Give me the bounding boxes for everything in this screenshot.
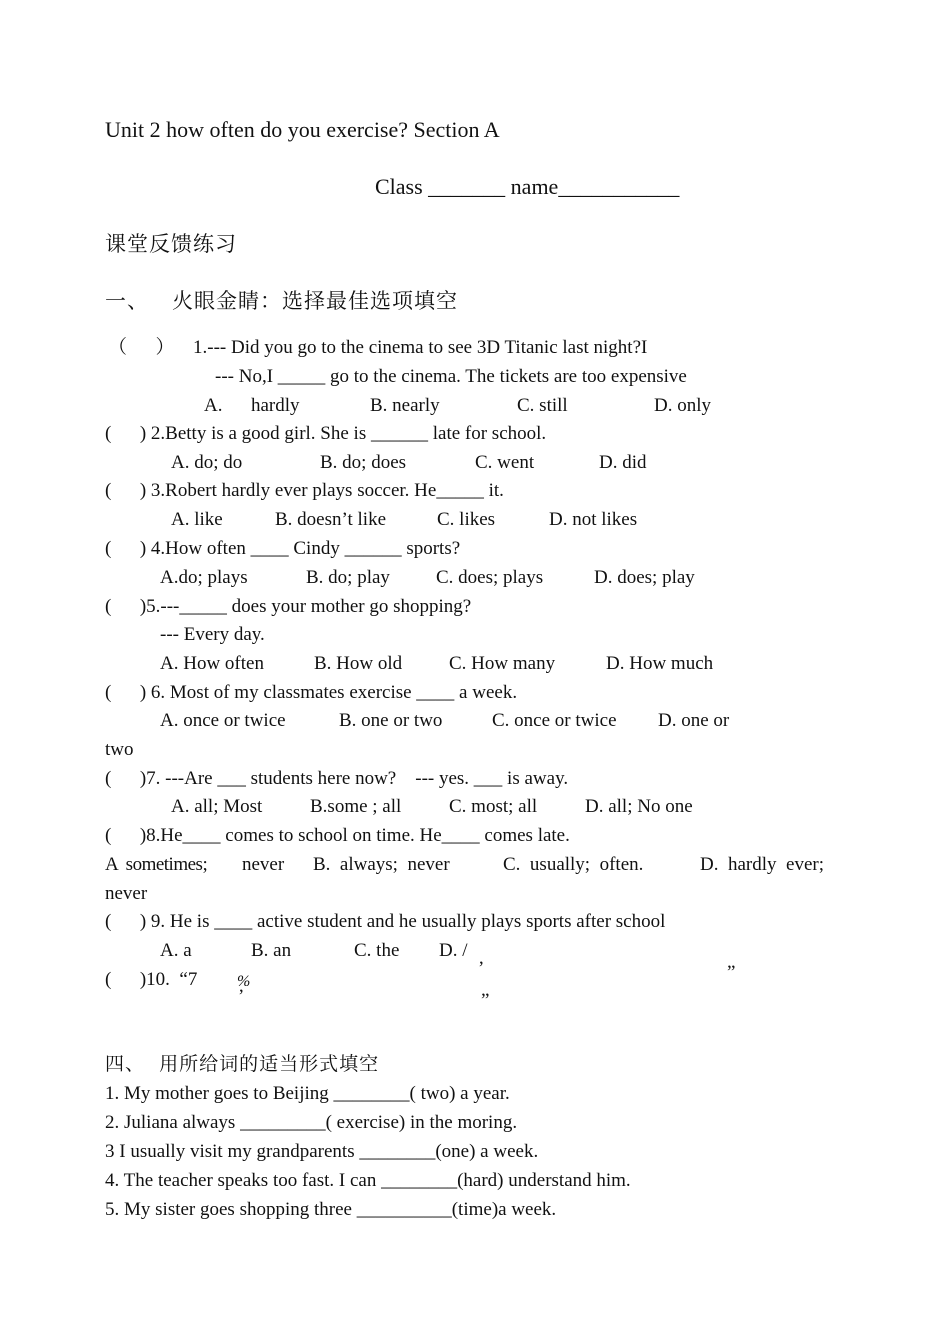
q5-stem: ( )5.---_____ does your mother go shopping? [105, 596, 472, 617]
q2-option-d: D. did [599, 452, 647, 473]
q8-stem: ( )8.He____ comes to school on time. He____ comes late. [105, 825, 570, 846]
q1-option-d: D. only [654, 395, 711, 416]
q4-option-d: D. does; play [594, 567, 695, 588]
q8-option-a: A sometimes; [105, 854, 208, 875]
q10-mark-percent: % [237, 973, 251, 990]
q4-option-a: A.do; plays [160, 567, 248, 588]
q3-option-a: A. like [171, 509, 223, 530]
q3-option-c: C. likes [437, 509, 496, 530]
s4-item-5: 5. My sister goes shopping three __________(time)a week. [105, 1199, 557, 1220]
q4-option-b: B. do; play [306, 567, 390, 588]
q1-option-a: A. hardly [204, 395, 300, 416]
q10-stem: ( )10. “7 [105, 969, 198, 990]
class-name-line: Class _______ name___________ [375, 174, 680, 199]
q2-stem: ( ) 2.Betty is a good girl. She is ______ late for school. [105, 423, 547, 444]
q6-option-a: A. once or twice [160, 710, 286, 731]
q1-option-b: B. nearly [370, 395, 440, 416]
q5-stem-2: --- Every day. [160, 624, 265, 645]
q3-option-b: B. doesn’t like [275, 509, 387, 530]
q1-bracket: （ ） [108, 337, 175, 358]
q7-option-a: A. all; Most [171, 796, 263, 817]
q7-stem: ( )7. ---Are ___ students here now? --- yes. ___ is away. [105, 768, 569, 789]
section-1-heading: 一、 火眼金睛：选择最佳选项填空 [105, 289, 459, 313]
q7-option-d: D. all; No one [585, 796, 693, 817]
q5-option-d: D. How much [606, 653, 714, 674]
q10-mark-quote-2: ” [481, 990, 490, 1011]
q9-option-d: D. / [439, 940, 468, 961]
q3-option-d: D. not likes [549, 509, 638, 530]
q9-option-a: A. a [160, 940, 192, 961]
section-4-heading: 四、 用所给词的适当形式填空 [105, 1053, 380, 1075]
q4-stem: ( ) 4.How often ____ Cindy ______ sports? [105, 538, 461, 559]
q9-stem: ( ) 9. He is ____ active student and he usually plays sports after school [105, 911, 666, 932]
q3-stem: ( ) 3.Robert hardly ever plays soccer. He_____ it. [105, 480, 504, 501]
q8-option-a-2: never [242, 854, 285, 875]
q6-option-c: C. once or twice [492, 710, 617, 731]
q6-option-d: D. one or [658, 710, 730, 731]
q5-option-b: B. How old [314, 653, 403, 674]
q2-option-b: B. do; does [320, 452, 407, 473]
q6-option-b: B. one or two [339, 710, 443, 731]
q1-stem-2: --- No,I _____ go to the cinema. The tickets are too expensive [215, 366, 687, 387]
q4-option-c: C. does; plays [436, 567, 544, 588]
q8-option-b: B. always; never [313, 854, 450, 875]
s4-item-2: 2. Juliana always _________( exercise) in the moring. [105, 1112, 518, 1133]
page-title: Unit 2 how often do you exercise? Section A [105, 117, 500, 142]
q7-option-b: B.some ; all [310, 796, 402, 817]
q9-option-c: C. the [354, 940, 400, 961]
q8-wrap: never [105, 883, 148, 904]
q7-option-c: C. most; all [449, 796, 538, 817]
q10-mark-apostrophe-1: ’ [478, 958, 485, 979]
s4-item-4: 4. The teacher speaks too fast. I can ________(hard) understand him. [105, 1170, 631, 1191]
q5-option-c: C. How many [449, 653, 556, 674]
q10-mark-quote-1: ” [727, 962, 736, 983]
s4-item-3: 3 I usually visit my grandparents ________(one) a week. [105, 1141, 539, 1162]
q8-option-d: D. hardly ever; [700, 854, 824, 875]
q8-option-c: C. usually; often. [503, 854, 644, 875]
q10-mark-apostrophe-2: ’ [238, 986, 245, 1007]
feedback-heading: 课堂反馈练习 [105, 232, 237, 256]
q1-stem: 1.--- Did you go to the cinema to see 3D Titanic last night?I [193, 337, 648, 358]
q5-option-a: A. How often [160, 653, 264, 674]
s4-item-1: 1. My mother goes to Beijing ________( two) a year. [105, 1083, 510, 1104]
q6-stem: ( ) 6. Most of my classmates exercise ____ a week. [105, 682, 518, 703]
q2-option-a: A. do; do [171, 452, 243, 473]
q6-wrap: two [105, 739, 134, 760]
q9-option-b: B. an [251, 940, 292, 961]
q1-option-c: C. still [517, 395, 568, 416]
q2-option-c: C. went [475, 452, 535, 473]
